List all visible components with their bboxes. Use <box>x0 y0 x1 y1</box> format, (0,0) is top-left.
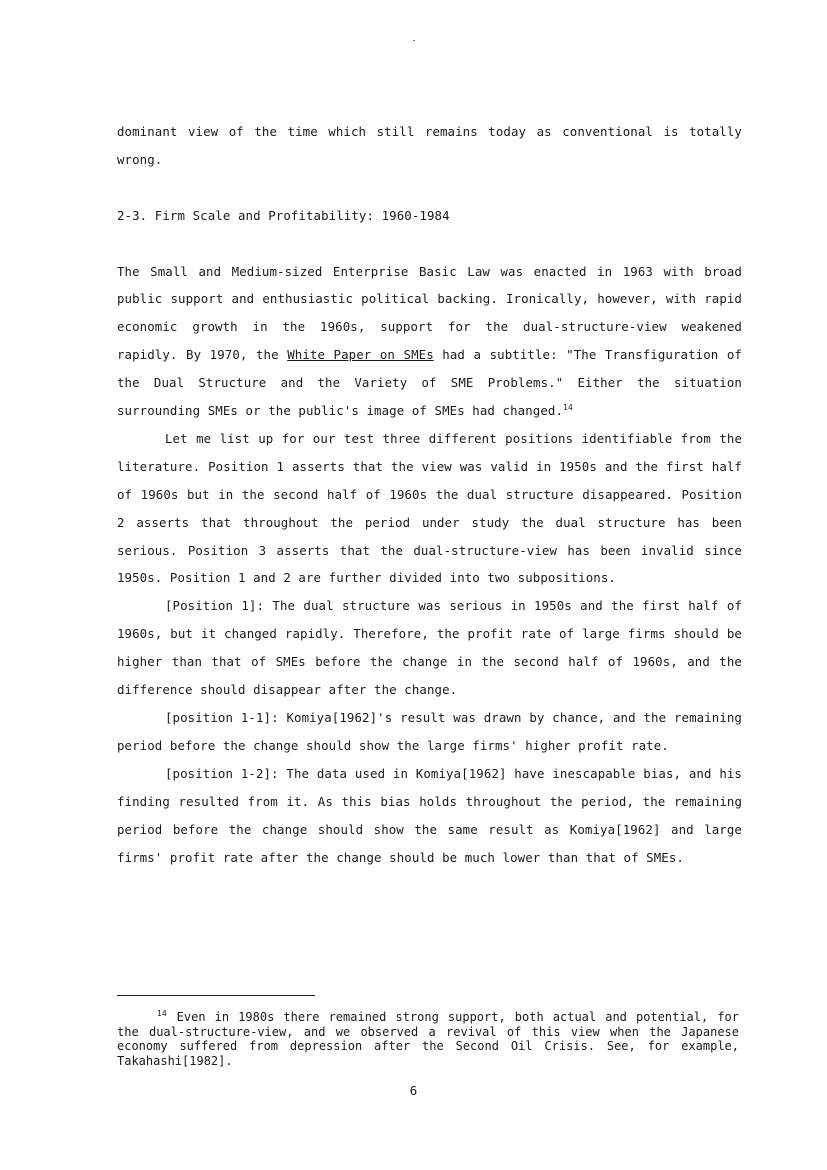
paragraph-positions: Let me list up for our test three different positions identifiable from the literature. Position 1 asserts that the view was valid in 1950s and the first half of 1960s but in the second half of 1960s the dual structure disappeared. Position 2 asserts that throughout the period under study the dual structure has been serious. Position 3 asserts that the dual-structure-view has been invalid since 1950s. Position 1 and 2 are further divided into two subpositions. <box>117 430 742 586</box>
paragraph-position-1-1: [position 1-1]: Komiya[1962]'s result was drawn by chance, and the remaining period before the change should show the large firms' higher profit rate. <box>117 710 742 753</box>
paragraph-text: had a subtitle: "The Transfiguration of the Dual Structure and the Variety of SME Problems." Either the situation surrounding SMEs or the public's image of SMEs had changed. <box>117 347 742 419</box>
intro-paragraph: dominant view of the time which still remains today as conventional is totally wrong. <box>117 124 742 167</box>
paragraph-basic-law <box>117 258 742 425</box>
scan-speck <box>413 40 415 41</box>
section-heading: 2-3. Firm Scale and Profitability: 1960-1984 <box>117 207 450 223</box>
body-text <box>117 118 742 871</box>
paragraph-text: The Small and Medium-sized Enterprise Basic Law was enacted in 1963 with broad public support and enthusiastic political backing. Ironically, however, with rapid economic growth in the 1960s, support for the dual-structure-view weakened rapidly. By 1970, the <box>117 263 742 363</box>
footnote-mark: 14 <box>157 1009 167 1018</box>
footnote-text: Even in 1980s there remained strong support, both actual and potential, for the dual-structure-view, and we observed a revival of this view when the Japanese economy suffered from depression after the Second Oil Crisis. See, for example, Takahashi[1982]. <box>117 1010 739 1068</box>
footnote <box>117 1010 739 1068</box>
footnote-divider <box>117 995 315 996</box>
paragraph-position-1: [Position 1]: The dual structure was serious in 1950s and the first half of 1960s, but it changed rapidly. Therefore, the profit rate of large firms should be higher than that of SMEs before the change in the second half of 1960s, and the difference should disappear after the change. <box>117 598 742 698</box>
page-number: 6 <box>409 1083 418 1098</box>
paragraph-position-1-2: [position 1-2]: The data used in Komiya[1962] have inescapable bias, and his finding resulted from it. As this bias holds throughout the period, the remaining period before the change should show the same result as Komiya[1962] and large firms' profit rate after the change should be much lower than that of SMEs. <box>117 765 742 865</box>
white-paper-title: White Paper on SMEs <box>287 347 434 363</box>
footnote-reference: 14 <box>563 402 573 412</box>
